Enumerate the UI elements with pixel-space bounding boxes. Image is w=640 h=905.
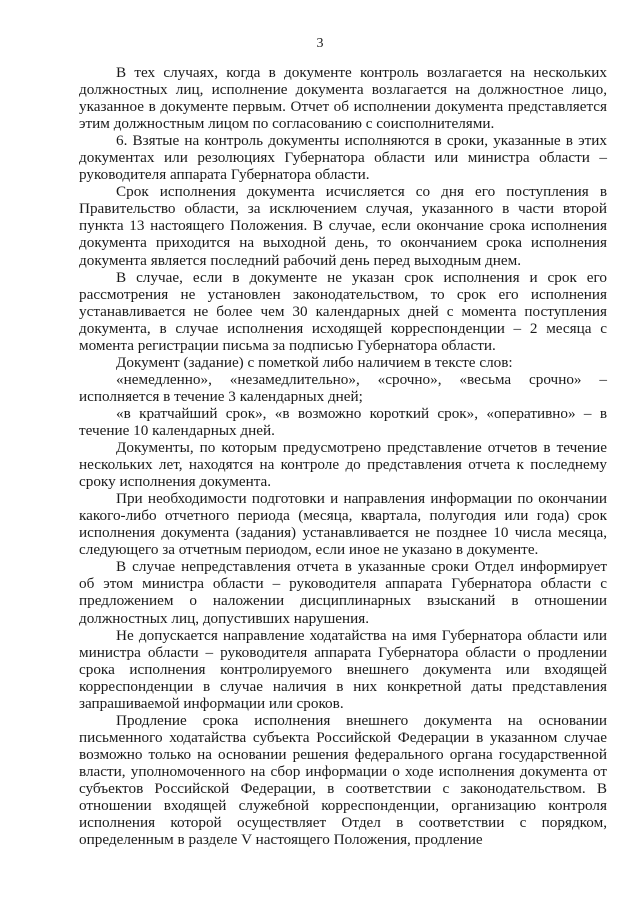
paragraph-urgency-marks: Документ (задание) с пометкой либо наличием в тексте слов: [116,353,513,371]
paragraph-term-calculation: Срок исполнения документа исчисляется со дня его поступления в Правительство области, за исключением случая, указанного в части второй пункта 13 настоящего Положения. В случае, если окончание срока исполнения документа приходится на выходной день, то окончанием срока исполнения документа является последний рабочий день перед выходным днем. [79,183,607,269]
paragraph-joint-executors: В тех случаях, когда в документе контроль возлагается на нескольких должностных лиц, исполнение документа возлагается на должностное лицо, указанное в документе первым. Отчет об исполнении документа представляется этим должностным лицом по согласованию с соисполнителями. [79,64,607,133]
paragraph-extension-procedure: Продление срока исполнения внешнего документа на основании письменного ходатайства субъекта Российской Федерации в указанном случае возможно только на основании решения федерального органа государственной власти, уполномоченного на сбор информации о ходе исполнения документа от субъектов Российской Федерации, в соответствии с законодательством. В отношении входящей служебной корреспонденции, организацию контроля исполнения которой осуществляет Отдел в соответствии с порядком, определенным в разделе V настоящего Положения, продление [79,711,607,849]
paragraph-urgent-3-days: «немедленно», «незамедлительно», «срочно», «весьма срочно» – исполняется в течение 3 календарных дней; [79,370,607,405]
paragraph-short-10-days: «в кратчайший срок», «в возможно короткий срок», «оперативно» – в течение 10 календарных дней. [79,404,607,439]
paragraph-non-submission: В случае непредставления отчета в указанные сроки Отдел информирует об этом министра области – руководителя аппарата Губернатора области с предложением о наложении дисциплинарных взысканий в отношении должностных лиц, допустивших нарушения. [79,558,607,627]
paragraph-item-6-deadlines: 6. Взятые на контроль документы исполняются в сроки, указанные в этих документах или резолюциях Губернатора области или министра области – руководителя аппарата Губернатора области. [79,132,607,184]
paragraph-extension-prohibition: Не допускается направление ходатайства на имя Губернатора области или министра области – руководителя аппарата Губернатора области о продлении срока исполнения контролируемого внешнего документа или входящей корреспонденции в случае наличия в них конкретной даты представления запрашиваемой информации или сроков. [79,626,607,712]
paragraph-periodic-reports: При необходимости подготовки и направления информации по окончании какого-либо отчетного периода (месяца, квартала, полугодия или года) срок исполнения документа (задания) устанавливается не позднее 10 числа месяца, следующего за отчетным периодом, если иное не указано в документе. [79,490,607,559]
paragraph-multi-year-reports: Документы, по которым предусмотрено представление отчетов в течение нескольких лет, находятся на контроле до представления отчета к последнему сроку исполнения документа. [79,439,607,491]
paragraph-default-term: В случае, если в документе не указан срок исполнения и срок его рассмотрения не установлен законодательством, то срок его исполнения устанавливается не более чем 30 календарных дней с момента поступления документа, в случае исполнения исходящей корреспонденции – 2 месяца с момента регистрации письма за подписью Губернатора области. [79,268,607,354]
page-number: 3 [316,36,324,51]
document-body [79,64,607,848]
